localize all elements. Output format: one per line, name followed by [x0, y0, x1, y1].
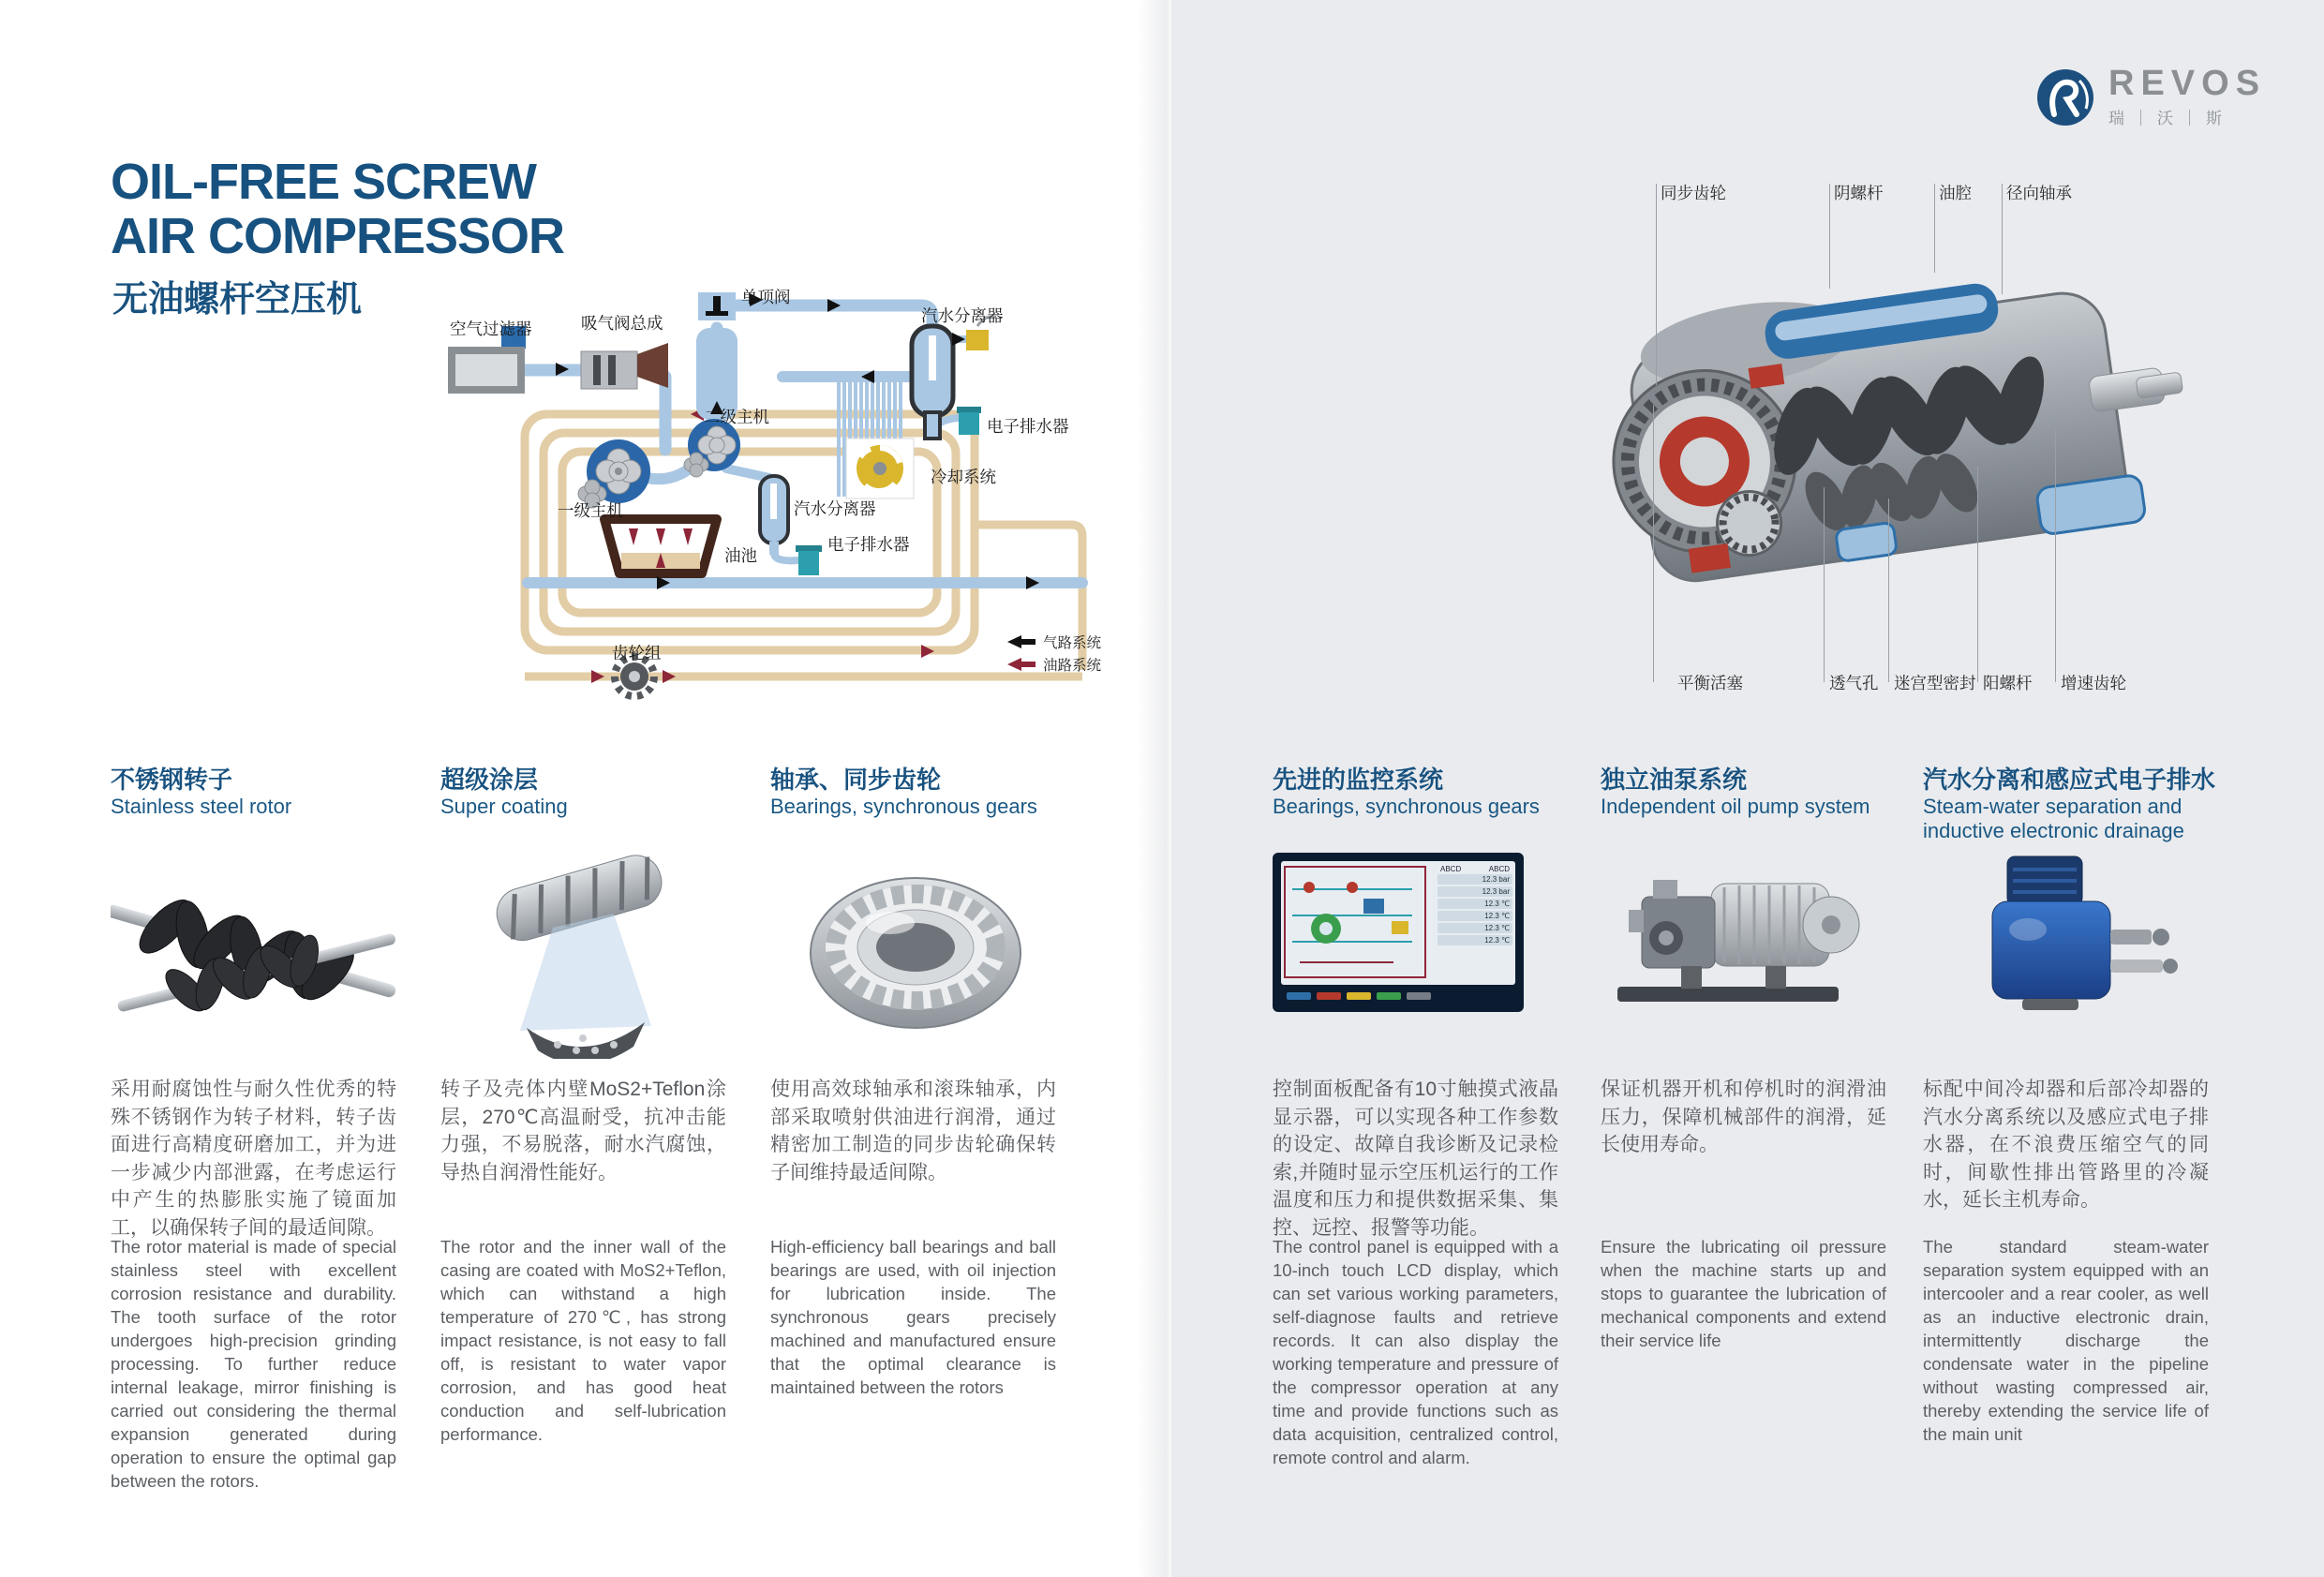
air-arrow-shaft: [1020, 639, 1035, 645]
page-title: [111, 155, 564, 263]
leader-line: [2002, 184, 2003, 294]
feature-title-cn: 超级涂层: [440, 766, 539, 794]
schematic-label-check-valve: 单项阀: [741, 288, 791, 306]
cutaway-label-male-screw: 阳螺杆: [1983, 674, 2033, 692]
feature-title-en: Steam-water separation and inductive electronic drainage: [1923, 795, 2184, 842]
rotor-image: [111, 843, 396, 1064]
logo-text: [2108, 66, 2266, 128]
feature-super-coating: [440, 761, 726, 1539]
cutaway-label-speed-gear: 增速齿轮: [2061, 674, 2126, 692]
feature-stainless-rotor: [111, 761, 396, 1539]
feature-oil-pump: [1601, 761, 1886, 1539]
legend-oil-system: [1007, 654, 1101, 675]
leader-line: [1829, 184, 1830, 289]
leader-line: [2055, 429, 2056, 682]
schematic-label-intake-valve: 吸气阀总成: [581, 314, 663, 333]
revos-logo-icon: [2035, 67, 2095, 127]
panel-button: [1407, 992, 1431, 1000]
cutaway-label-oil-chamber: 油腔: [1939, 184, 1972, 202]
electronic-drain-image: [1923, 843, 2209, 1021]
panel-value: 12.3 ℃: [1438, 899, 1512, 909]
feature-steam-water-separation: [1923, 761, 2216, 1539]
feature-desc-en: The control panel is equipped with a 10-inch touch LCD display, which can set various working parameters, self-diagnose faults and retrieve records. It can also display the working temperature and pressure of the compressor operation at any time and provide functions such as data acquisition, centralized control, remote control and alarm.: [1273, 1237, 1558, 1467]
cutaway-label-vent-hole: 透气孔: [1829, 674, 1879, 692]
feature-desc-cn: 标配中间冷却器和后部冷却器的汽水分离系统以及感应式电子排水器，在不浪费压缩空气的同时，间歇性排出管路里的冷凝水，延长主机寿命。: [1923, 1079, 2209, 1211]
air-arrow-icon: [1007, 635, 1021, 648]
feature-title-cn: 轴承、同步齿轮: [770, 766, 942, 794]
leader-line: [1888, 498, 1889, 682]
feature-desc-cn: 采用耐腐蚀性与耐久性优秀的特殊不锈钢作为转子材料，转子齿面进行高精度研磨加工，并为进一步减少内部泄露，在考虑运行中产生的热膨胀实施了镜面加工，以确保转子间的最适间隙。: [111, 1079, 396, 1239]
feature-title-en: Independent oil pump system: [1601, 795, 1870, 818]
leader-line: [1824, 487, 1825, 682]
schematic-label-gear-set: 齿轮组: [612, 644, 662, 662]
feature-desc-cn: 控制面板配备有10寸触摸式液晶显示器，可以实现各种工作参数的设定、故障自我诊断及记录检索,并随时显示空压机运行的工作温度和压力和提供数据采集、集控、远控、报警等功能。: [1273, 1079, 1558, 1239]
cutaway-label-radial-bearing: 径向轴承: [2006, 184, 2072, 202]
cutaway-label-labyrinth-seal: 迷宫型密封: [1894, 674, 1976, 692]
oil-arrow-shaft: [1020, 662, 1035, 667]
feature-desc-en: The rotor material is made of special stainless steel with excellent corrosion resistance and durability. The tooth surface of the rotor undergoes high-precision grinding processing. To further reduce internal leakage, mirror finishing is carried out considering the thermal expansion generated during operation to ensure the optimal gap between the rotors.: [111, 1237, 396, 1491]
feature-desc-en: The rotor and the inner wall of the casing are coated with MoS2+Teflon, which can withstand a high temperature of 270℃, has strong impact resistance, is not easy to fall off, is resistant to water vapor corrosion, and has good heat conduction and self-lubrication performance.: [440, 1237, 726, 1444]
control-panel-image: [1273, 843, 1558, 1021]
panel-value: 12.3 ℃: [1438, 935, 1512, 945]
panel-button: [1317, 992, 1341, 1000]
panel-buttons: [1281, 985, 1515, 1004]
panel-value: 12.3 ℃: [1438, 911, 1512, 921]
feature-desc-cn: 保证机器开机和停机时的润滑油压力，保障机械部件的润滑，延长使用寿命。: [1601, 1079, 1886, 1155]
schematic-label-stage2: 二级主机: [704, 408, 769, 426]
schematic-label-cooling: 冷却系统: [931, 468, 996, 486]
panel-value-table: [1438, 861, 1515, 985]
feature-title-cn: 独立油泵系统: [1601, 766, 1748, 794]
feature-title-en: Bearings, synchronous gears: [770, 795, 1037, 818]
schematic-label-drainer-bottom: 电子排水器: [827, 535, 910, 554]
schematic-label-stage1: 一级主机: [558, 501, 623, 520]
feature-desc-en: High-efficiency ball bearings and ball bearings are used, with oil injection for lubrication inside. The synchronous gears precisely machined and manufactured ensure that the optimal clearance is maintained between the rotors: [770, 1237, 1056, 1397]
leader-line: [1653, 405, 1654, 682]
legend-air-label: 气路系统: [1043, 635, 1102, 651]
legend-oil-label: 油路系统: [1043, 658, 1102, 674]
panel-header-right: ABCD: [1488, 865, 1510, 873]
leader-line: [1656, 184, 1657, 385]
control-panel: [1273, 853, 1524, 1012]
feature-title-en: Stainless steel rotor: [111, 795, 292, 818]
panel-button: [1347, 992, 1371, 1000]
brand-logo: [2035, 66, 2266, 128]
schematic-label-drainer-top: 电子排水器: [987, 417, 1069, 436]
legend-air-system: [1007, 632, 1101, 652]
oil-pump-image: [1601, 843, 1886, 1021]
panel-mimic-diagram: [1281, 861, 1438, 985]
page-title-line1: OIL-FREE SCREW: [111, 154, 536, 210]
feature-desc-en: Ensure the lubricating oil pressure when the machine starts up and stops to guarantee the lubrication of mechanical components and extend their service life: [1601, 1237, 1886, 1350]
schematic-label-separator-bottom: 汽水分离器: [794, 499, 876, 518]
panel-table-header: [1438, 864, 1512, 874]
logo-name: REVOS: [2108, 64, 2267, 103]
panel-button: [1377, 992, 1401, 1000]
feature-bearings: [770, 761, 1056, 1539]
page-subtitle-cn: 无油螺杆空压机: [112, 280, 363, 320]
feature-title-cn: 汽水分离和感应式电子排水: [1923, 766, 2216, 794]
leader-line: [1977, 467, 1978, 682]
feature-desc-cn: 使用高效球轴承和滚珠轴承，内部采取喷射供油进行润滑，通过精密加工制造的同步齿轮确保转子间维持最适间隙。: [770, 1079, 1056, 1183]
page-spine-shadow: [1138, 0, 1171, 1577]
feature-title-cn: 先进的监控系统: [1273, 766, 1444, 794]
feature-desc-en: The standard steam-water separation system equipped with an intercooler and a rear cooler, as well as an inductive electronic drain, intermittently discharge the condensate water in the pipeline without wasting compressed air, thereby extending the service life of the main unit: [1923, 1237, 2209, 1444]
logo-name-cn: 瑞｜沃｜斯: [2108, 110, 2230, 127]
page-title-line2: AIR COMPRESSOR: [111, 208, 565, 264]
schematic-label-oil-pool: 油池: [724, 546, 757, 565]
feature-title-en: Bearings, synchronous gears: [1273, 795, 1540, 818]
feature-monitoring-system: [1273, 761, 1558, 1539]
panel-button: [1287, 992, 1311, 1000]
feature-desc-cn: 转子及壳体内壁MoS2+Teflon涂层，270℃高温耐受，抗冲击能力强，不易脱落，耐水汽腐蚀，导热自润滑性能好。: [440, 1079, 726, 1183]
cutaway-label-female-screw: 阴螺杆: [1834, 184, 1884, 202]
leader-line: [1934, 184, 1935, 273]
bearing-image: [770, 843, 1056, 1064]
feature-title-en: Super coating: [440, 795, 568, 818]
flow-schematic: [426, 272, 1101, 707]
panel-screen: [1281, 861, 1515, 985]
cutaway-label-sync-gear: 同步齿轮: [1661, 184, 1726, 202]
panel-value: 12.3 ℃: [1438, 923, 1512, 933]
schematic-label-separator-top: 汽水分离器: [921, 306, 1004, 325]
panel-value: 12.3 bar: [1438, 886, 1512, 897]
schematic-label-air-filter: 空气过滤器: [450, 320, 532, 338]
cutaway-label-balance-piston: 平衡活塞: [1677, 674, 1743, 692]
oil-arrow-icon: [1007, 658, 1021, 671]
panel-header-left: ABCD: [1440, 865, 1462, 873]
panel-value: 12.3 bar: [1438, 874, 1512, 885]
feature-title-cn: 不锈钢转子: [111, 766, 233, 794]
compressor-cutaway-image: [1588, 211, 2193, 665]
coating-image: [440, 843, 726, 1064]
